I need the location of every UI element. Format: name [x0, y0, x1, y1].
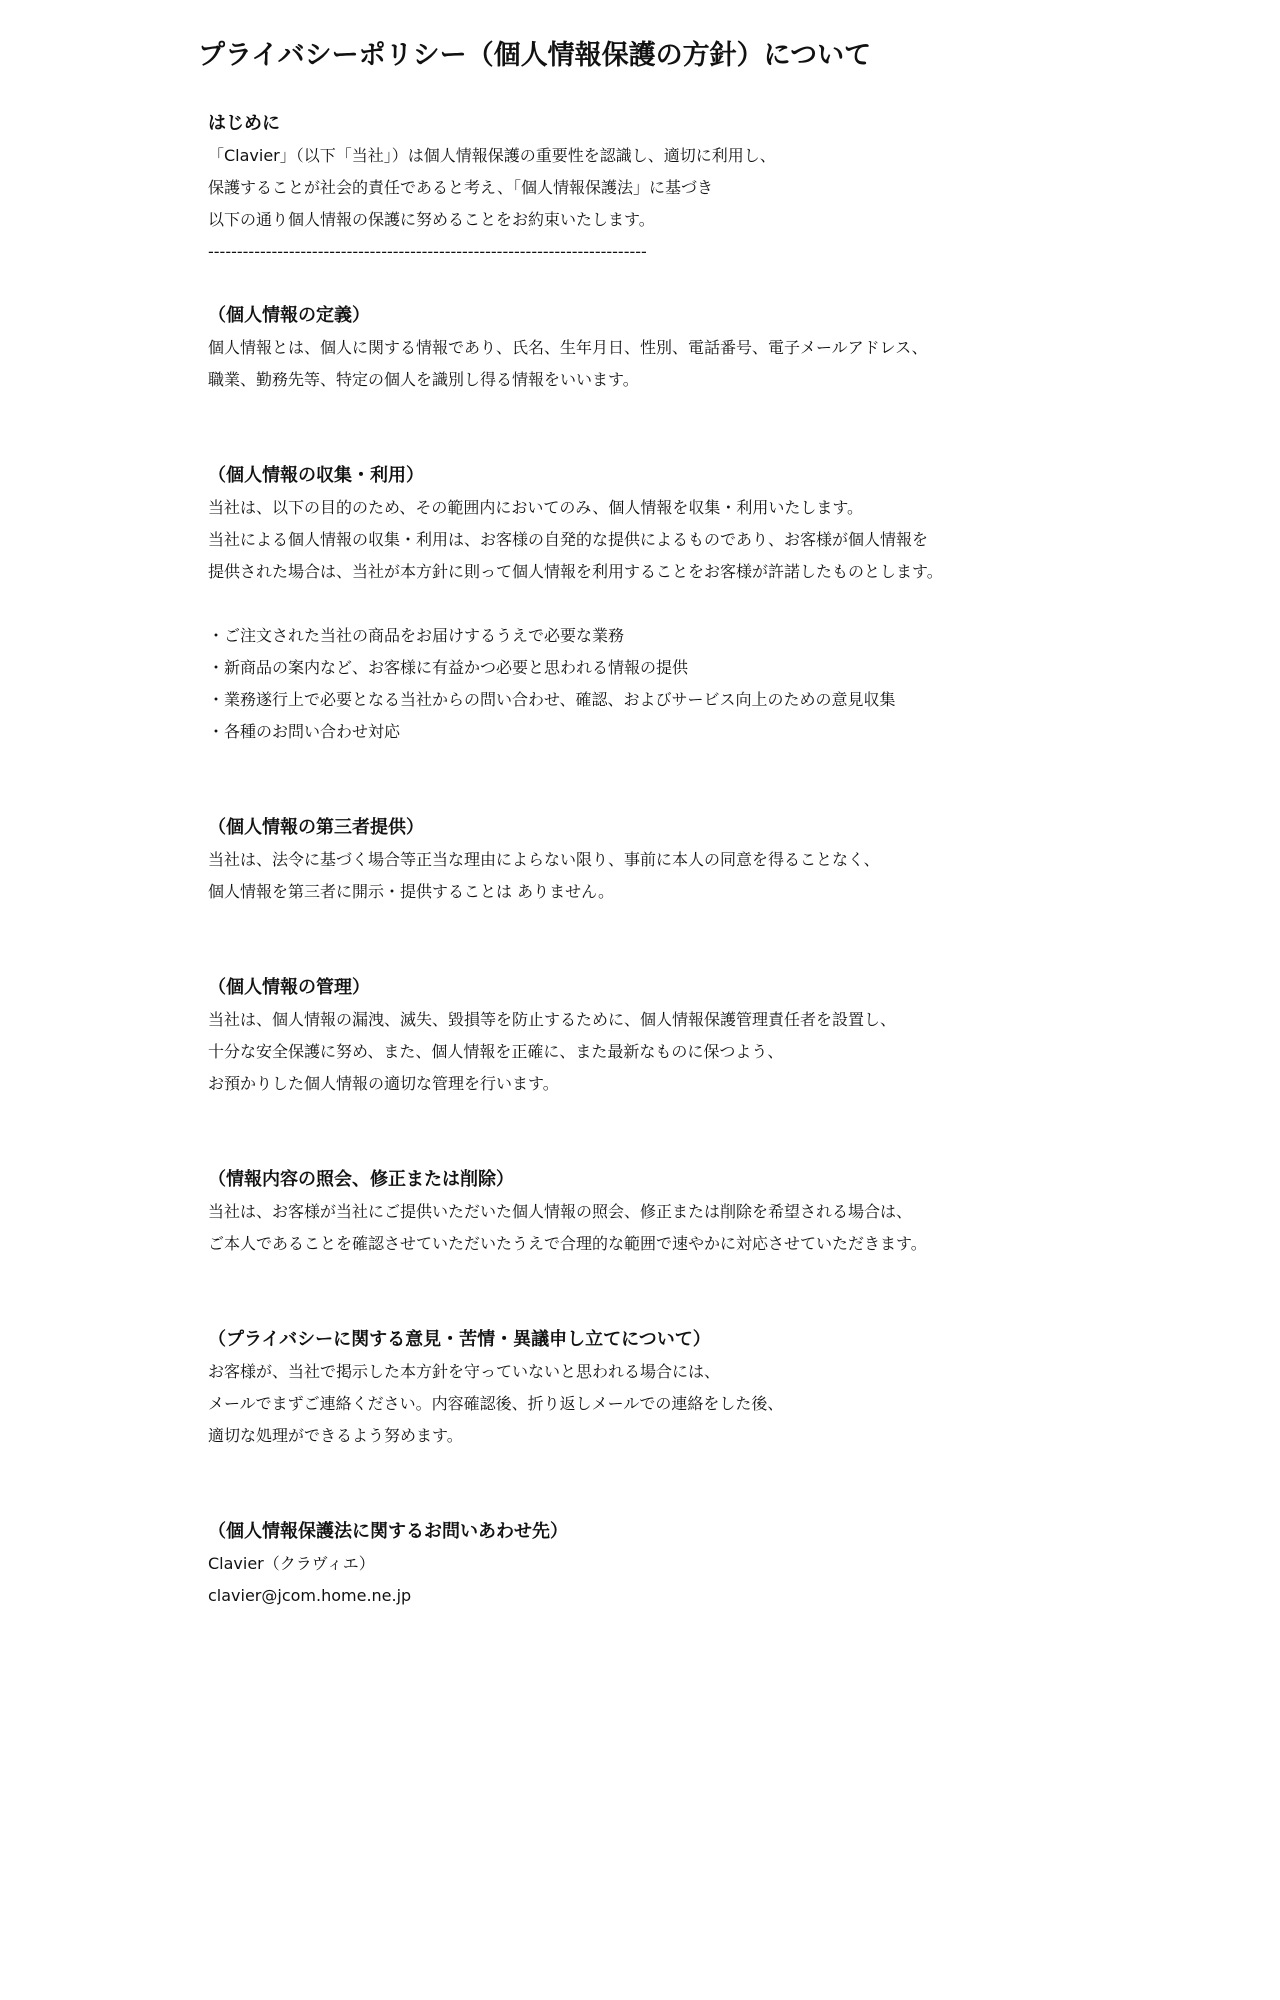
section-contact [208, 1516, 1080, 1612]
section-definition [208, 300, 1080, 396]
disclosure-line: ご本人であることを確認させていただいたうえで合理的な範囲で速やかに対応させていただきます。 [208, 1234, 927, 1253]
management-line: 当社は、個人情報の漏洩、滅失、毀損等を防止するために、個人情報保護管理責任者を設置し、 [208, 1010, 897, 1029]
divider-dashes: ---------------------------------------------------------------------------- [208, 242, 647, 261]
management-line: お預かりした個人情報の適切な管理を行います。 [208, 1074, 559, 1093]
definition-line: 個人情報とは、個人に関する情報であり、氏名、生年月日、性別、電話番号、電子メールアドレス、 [208, 338, 928, 357]
policy-content [208, 108, 1080, 1612]
page-title: プライバシーポリシー（個人情報保護の方針）について [198, 40, 872, 71]
contact-name: Clavier（クラヴィエ） [208, 1554, 375, 1573]
section-heading: （個人情報の第三者提供） [208, 817, 424, 838]
section-heading: （個人情報の管理） [208, 977, 370, 998]
section-management [208, 972, 1080, 1100]
section-third-party [208, 812, 1080, 908]
disclosure-line: 当社は、お客様が当社にご提供いただいた個人情報の照会、修正または削除を希望される場合は、 [208, 1202, 913, 1221]
section-intro [208, 108, 1080, 268]
complaints-line: メールでまずご連絡ください。内容確認後、折り返しメールでの連絡をした後、 [208, 1394, 784, 1413]
section-complaints [208, 1324, 1080, 1452]
intro-line: 以下の通り個人情報の保護に努めることをお約束いたします。 [208, 210, 655, 229]
complaints-line: お客様が、当社で掲示した本方針を守っていないと思われる場合には、 [208, 1362, 721, 1381]
section-disclosure [208, 1164, 1080, 1260]
management-line: 十分な安全保護に努め、また、個人情報を正確に、また最新なものに保つよう、 [208, 1042, 784, 1061]
purpose-item: ・各種のお問い合わせ対応 [208, 722, 401, 741]
collection-line: 当社は、以下の目的のため、その範囲内においてのみ、個人情報を収集・利用いたします。 [208, 498, 864, 517]
section-heading: はじめに [208, 113, 280, 134]
section-heading: （個人情報の定義） [208, 305, 370, 326]
purpose-item: ・ご注文された当社の商品をお届けするうえで必要な業務 [208, 626, 625, 645]
intro-line: 「Clavier」（以下「当社」）は個人情報保護の重要性を認識し、適切に利用し、 [208, 146, 776, 165]
section-heading: （プライバシーに関する意見・苦情・異議申し立てについて） [208, 1329, 711, 1350]
section-heading: （情報内容の照会、修正または削除） [208, 1169, 514, 1190]
collection-line: 提供された場合は、当社が本方針に則って個人情報を利用することをお客様が許諾したものとします。 [208, 562, 943, 581]
purpose-item: ・業務遂行上で必要となる当社からの問い合わせ、確認、およびサービス向上のための意見収集 [208, 690, 896, 709]
section-heading: （個人情報の収集・利用） [208, 465, 424, 486]
third-party-line: 当社は、法令に基づく場合等正当な理由によらない限り、事前に本人の同意を得ることなく、 [208, 850, 880, 869]
section-collection [208, 460, 1080, 748]
definition-line: 職業、勤務先等、特定の個人を識別し得る情報をいいます。 [208, 370, 639, 389]
purpose-item: ・新商品の案内など、お客様に有益かつ必要と思われる情報の提供 [208, 658, 689, 677]
section-heading: （個人情報保護法に関するお問いあわせ先） [208, 1521, 568, 1542]
complaints-line: 適切な処理ができるよう努めます。 [208, 1426, 463, 1445]
intro-line: 保護することが社会的責任であると考え、「個人情報保護法」に基づき [208, 178, 713, 197]
privacy-policy-page [200, 34, 1080, 1612]
contact-email[interactable]: clavier@jcom.home.ne.jp [208, 1586, 412, 1605]
collection-line: 当社による個人情報の収集・利用は、お客様の自発的な提供によるものであり、お客様が個人情報を [208, 530, 929, 549]
third-party-line: 個人情報を第三者に開示・提供することは ありません。 [208, 882, 615, 901]
